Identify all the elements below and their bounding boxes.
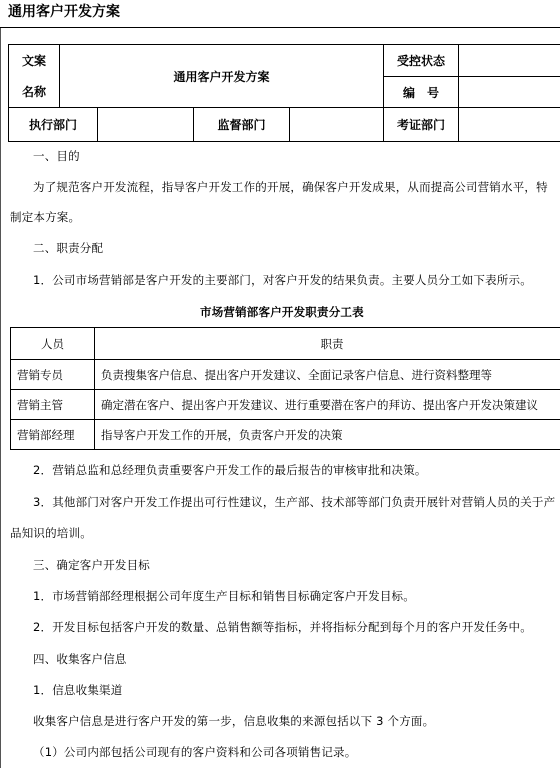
verify-dept-label: 考证部门 — [396, 118, 445, 132]
supervise-dept-label: 监督部门 — [217, 118, 266, 132]
number-label: 编 号 — [402, 85, 439, 100]
verify-dept-label-cell — [383, 107, 459, 142]
table-caption: 市场营销部客户开发职责分工表 — [200, 305, 364, 319]
section-heading-collect: 四、收集客户信息 — [33, 652, 127, 666]
exec-dept-label-cell — [8, 107, 98, 142]
table-cell-role: 营销部经理 — [11, 420, 95, 450]
paragraph-targets-2: 2．开发目标包括客户开发的数量、总销售额等指标，并将指标分配到每个月的客户开发任务中。 — [33, 620, 532, 634]
paragraph-collect-2: 收集客户信息是进行客户开发的第一步，信息收集的来源包括以下 3 个方面。 — [33, 714, 435, 728]
table-cell-duty: 负责搜集客户信息、提出客户开发建议、全面记录客户信息、进行资料整理等 — [95, 360, 560, 390]
document-header-grid — [8, 44, 560, 142]
section-heading-duties: 二、职责分配 — [33, 241, 104, 255]
supervise-dept-label-cell — [193, 107, 290, 142]
table-row — [11, 360, 560, 390]
controlled-status-label-cell — [383, 44, 459, 77]
table-header-duty: 职责 — [95, 328, 560, 360]
controlled-status-value-cell — [458, 44, 560, 77]
table-cell-role: 营销专员 — [11, 360, 95, 390]
document-title: 通用客户开发方案 — [0, 0, 560, 28]
number-label-cell — [383, 76, 459, 108]
paragraph-purpose-line1: 为了规范客户开发流程，指导客户开发工作的开展，确保客户开发成果，从而提高公司营销水平，特 — [33, 180, 548, 194]
doc-name-value: 通用客户开发方案 — [173, 69, 270, 84]
table-header-row — [11, 328, 560, 360]
paragraph-collect-1: 1．信息收集渠道 — [33, 683, 123, 697]
paragraph-purpose-line2: 制定本方案。 — [10, 210, 81, 224]
paragraph-duties-2: 2．营销总监和总经理负责重要客户开发工作的最后报告的审核审批和决策。 — [33, 463, 427, 477]
paragraph-targets-1: 1．市场营销部经理根据公司年度生产目标和销售目标确定客户开发目标。 — [33, 589, 415, 603]
table-header-role: 人员 — [11, 328, 95, 360]
doc-name-label-cell — [8, 44, 60, 108]
section-heading-purpose: 一、目的 — [33, 149, 80, 163]
supervise-dept-value-cell — [289, 107, 384, 142]
doc-name-label-line2: 名称 — [21, 85, 46, 99]
paragraph-collect-3: （1）公司内部包括公司现有的客户资料和公司各项销售记录。 — [33, 745, 357, 759]
paragraph-duties-1: 1．公司市场营销部是客户开发的主要部门，对客户开发的结果负责。主要人员分工如下表所示。 — [33, 273, 532, 287]
table-cell-role: 营销主管 — [11, 390, 95, 420]
table-row — [11, 390, 560, 420]
paragraph-duties-3-line2: 品知识的培训。 — [10, 526, 92, 540]
number-value-cell — [458, 76, 560, 108]
doc-name-label-line1: 文案 — [21, 54, 46, 68]
table-cell-duty: 指导客户开发工作的开展，负责客户开发的决策 — [95, 420, 560, 450]
exec-dept-label: 执行部门 — [28, 118, 77, 132]
table-row — [11, 420, 560, 450]
paragraph-duties-3-line1: 3．其他部门对客户开发工作提出可行性建议，生产部、技术部等部门负责开展针对营销人员的关于产 — [33, 495, 556, 509]
duty-table — [10, 327, 560, 450]
verify-dept-value-cell — [458, 107, 560, 142]
exec-dept-value-cell — [97, 107, 194, 142]
controlled-status-label: 受控状态 — [396, 54, 445, 68]
section-heading-targets: 三、确定客户开发目标 — [33, 558, 150, 572]
table-cell-duty: 确定潜在客户、提出客户开发建议、进行重要潜在客户的拜访、提出客户开发决策建议 — [95, 390, 560, 420]
doc-name-value-cell — [59, 44, 384, 108]
